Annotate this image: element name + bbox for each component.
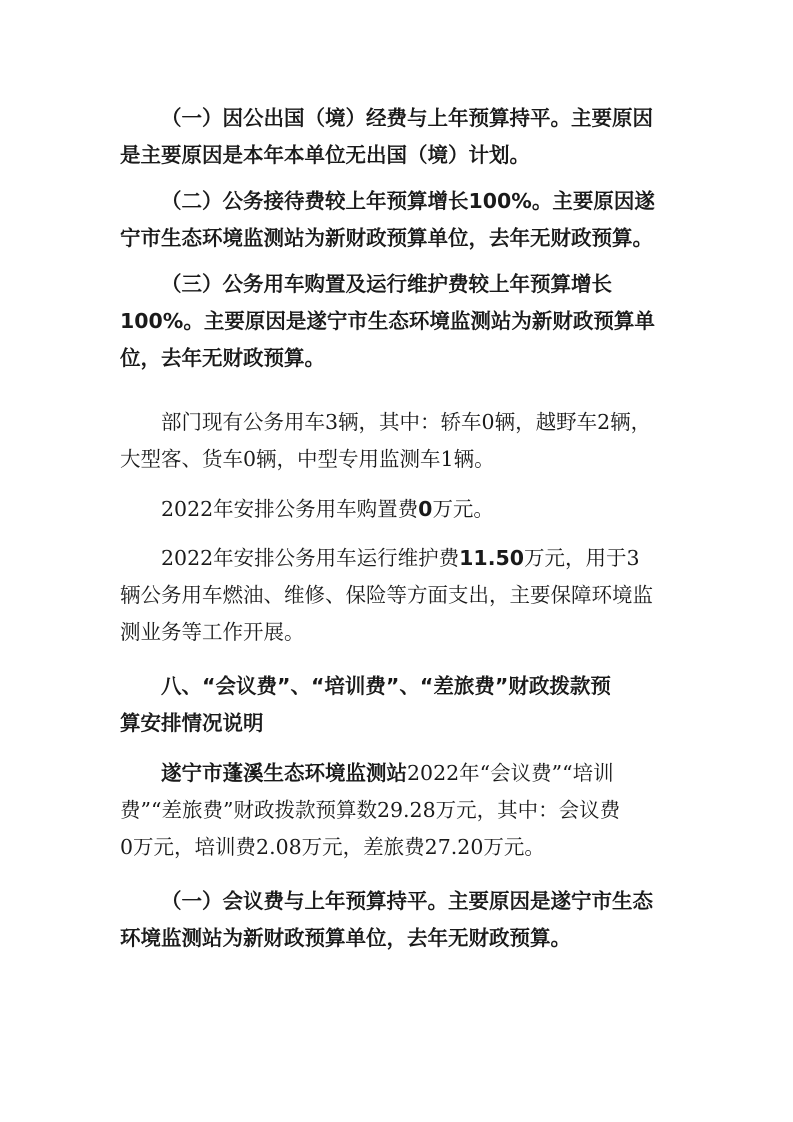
paragraph-meeting-fee xyxy=(120,883,680,957)
text-line xyxy=(120,540,680,577)
text-line: 测业务等工作开展。 xyxy=(120,620,305,644)
paragraph-vehicle-costs xyxy=(120,266,680,377)
text-line: 辆公务用车燃油、维修、保险等方面支出，主要保障环境监 xyxy=(120,583,653,607)
text-span: 万元，用于3 xyxy=(524,546,640,570)
text-line: 大型客、货车0辆，中型专用监测车1辆。 xyxy=(120,447,495,471)
paragraph-vehicle-purchase xyxy=(120,491,680,528)
text-line: 是主要原因是本年本单位无出国（境）计划。 xyxy=(120,143,530,167)
paragraph-budget-summary xyxy=(120,755,680,866)
amount-value: 0 xyxy=(418,497,433,521)
text-line: （一）因公出国（境）经费与上年预算持平。主要原因 xyxy=(161,106,653,130)
text-line xyxy=(120,755,680,792)
text-span: 2022年安排公务用车运行维护费 xyxy=(161,546,460,570)
text-line: 0万元，培训费2.08万元，差旅费27.20万元。 xyxy=(120,835,545,859)
text-line: （三）公务用车购置及运行维护费较上年预算增长 xyxy=(161,272,612,296)
text-line: 位，去年无财政预算。 xyxy=(120,346,325,370)
text-span-bold: （一）会议费与上年预算持平。 xyxy=(161,889,448,913)
text-span: 万元。 xyxy=(432,497,494,521)
text-span: 2022年安排公务用车购置费 xyxy=(161,497,419,521)
text-line: 100%。主要原因是遂宁市生态环境监测站为新财政预算单 xyxy=(120,309,655,333)
paragraph-outbound-travel xyxy=(120,100,680,174)
amount-value: 11.50 xyxy=(459,546,525,570)
text-line: 宁市生态环境监测站为新财政预算单位，去年无财政预算。 xyxy=(120,226,653,250)
station-name: 遂宁市蓬溪生态环境监测站 xyxy=(161,761,407,785)
text-line: 费”“差旅费”财政拨款预算数29.28万元，其中：会议费 xyxy=(120,798,621,822)
text-span: 2022年“会议费”“培训 xyxy=(407,761,614,785)
paragraph-vehicle-inventory xyxy=(120,404,680,478)
text-line: 环境监测站为新财政预算单位，去年无财政预算。 xyxy=(120,926,571,950)
section-heading-meeting-training-travel xyxy=(120,668,680,742)
text-line: 算安排情况说明 xyxy=(120,711,264,735)
text-line xyxy=(120,491,680,528)
text-line: 部门现有公务用车3辆，其中：轿车0辆，越野车2辆， xyxy=(161,410,652,434)
text-line: （二）公务接待费较上年预算增长100%。主要原因遂 xyxy=(161,189,655,213)
paragraph-vehicle-maintenance xyxy=(120,540,680,651)
text-line: 八、“会议费”、“培训费”、“差旅费”财政拨款预 xyxy=(161,674,611,698)
text-line xyxy=(120,883,680,920)
paragraph-reception xyxy=(120,183,680,257)
text-span: 主要原因是遂宁市生态 xyxy=(448,889,653,913)
